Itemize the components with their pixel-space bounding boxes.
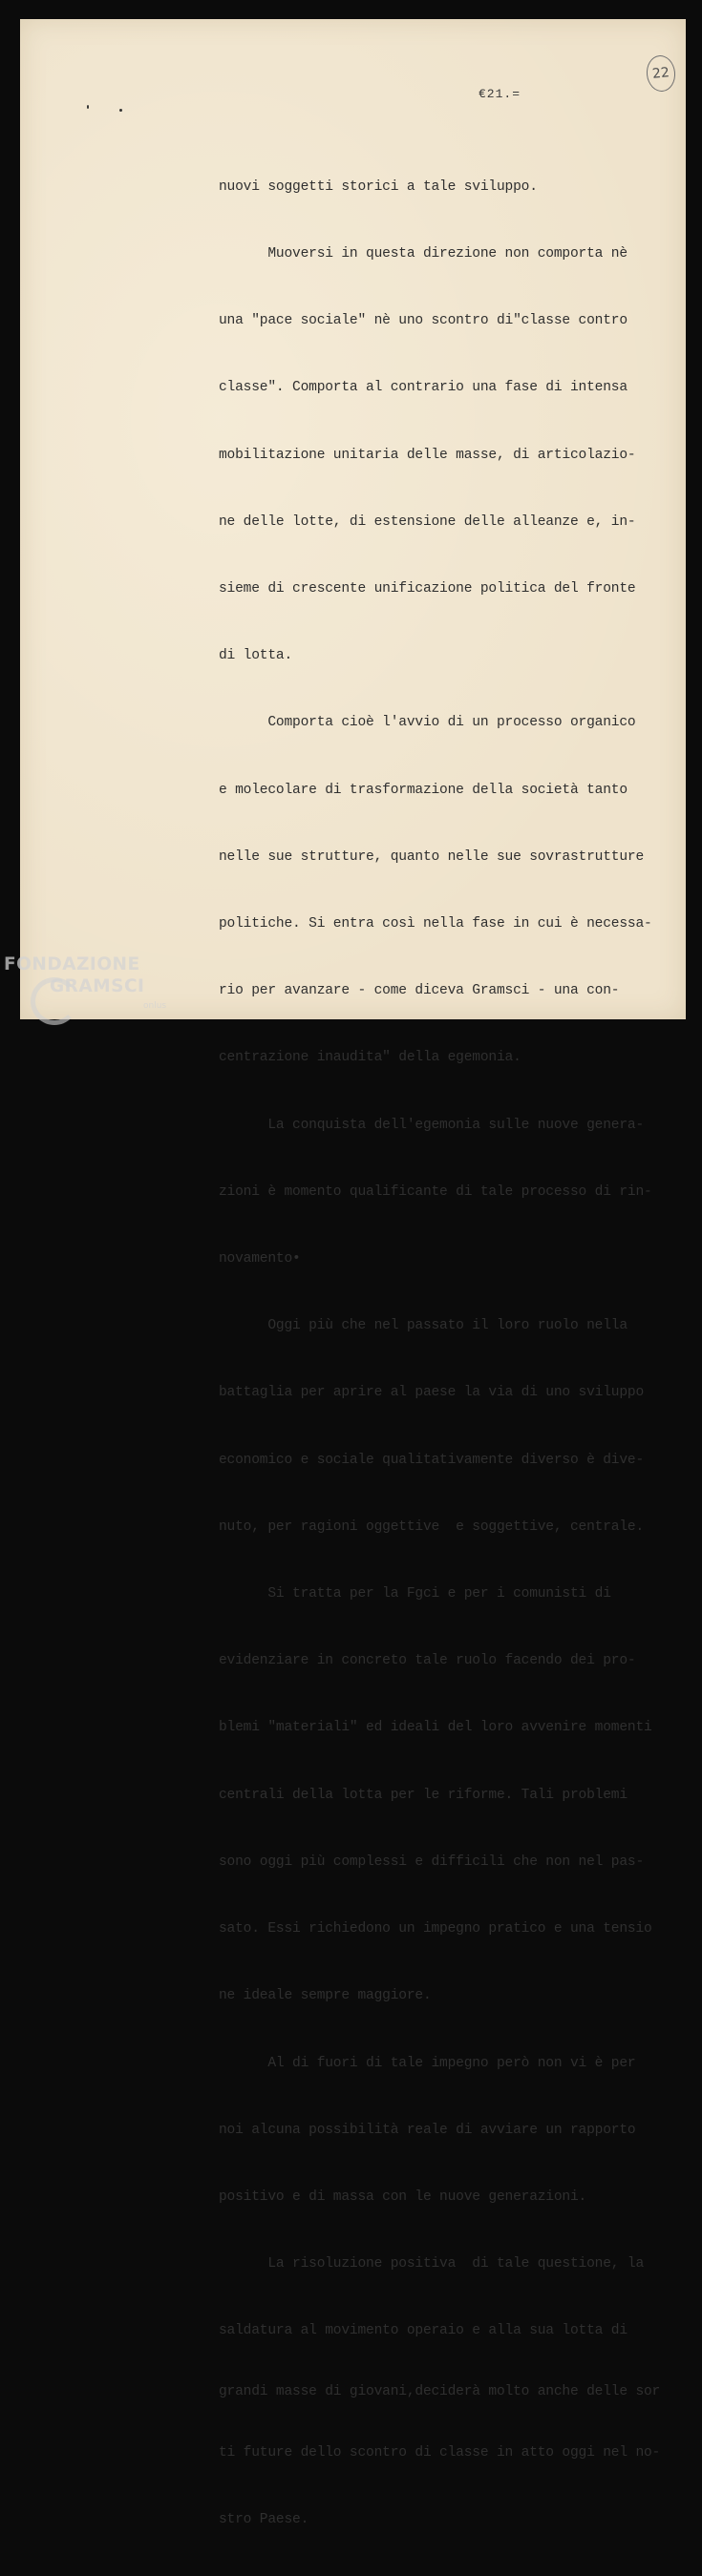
text-line: nelle sue strutture, quanto nelle sue sovrastrutture	[219, 848, 644, 865]
text-line: ne delle lotte, di estensione delle alleanze e, in-	[219, 513, 636, 530]
text-line: centrazione inaudita" della egemonia.	[219, 1050, 521, 1066]
text-line: La conquista dell'egemonia sulle nuove genera-	[219, 1117, 644, 1133]
text-line: ne ideale sempre maggiore.	[219, 1988, 432, 2004]
text-line: rio per avanzare - come diceva Gramsci - una con-	[219, 983, 620, 999]
text-line: centrali della lotta per le riforme. Tali problemi	[219, 1787, 628, 1803]
watermark-line1: FONDAZIONE	[4, 954, 140, 974]
text-line: battaglia per aprire al paese la via di uno sviluppo	[219, 1385, 644, 1401]
text-line: saldatura al movimento operaio e alla sua lotta di	[219, 2323, 628, 2339]
text-line: di lotta.	[219, 648, 293, 664]
text-line: mobilitazione unitaria delle masse, di articolazio-	[219, 447, 636, 463]
text-line: stro Paese.	[219, 2512, 309, 2528]
text-line: evidenziare in concreto tale ruolo facendo dei pro-	[219, 1653, 636, 1669]
text-line: classe". Comporta al contrario una fase di intensa	[219, 380, 628, 396]
text-line: noi alcuna possibilità reale di avviare un rapporto	[219, 2122, 636, 2138]
typewritten-body	[219, 132, 661, 2576]
text-line: sato. Essi richiedono un impegno pratico e una tensio	[219, 1921, 652, 1937]
text-line: Al di fuori di tale impegno però non vi è per	[219, 2055, 636, 2071]
text-line: Si tratta per la Fgci e per i comunisti di	[219, 1586, 611, 1602]
archive-number-handwritten: 22	[645, 54, 677, 94]
text-line: sono oggi più complessi e difficili che non nel pas-	[219, 1853, 644, 1870]
watermark-suffix: onlus	[143, 1001, 167, 1011]
text-line: grandi masse di giovani,deciderà molto anche delle sor	[219, 2384, 661, 2400]
text-line: economico e sociale qualitativamente diverso è dive-	[219, 1452, 644, 1468]
text-line: Oggi più che nel passato il loro ruolo nella	[219, 1318, 628, 1334]
text-line: sieme di crescente unificazione politica del fronte	[219, 581, 636, 597]
text-line: una "pace sociale" nè uno scontro di"classe contro	[219, 313, 628, 329]
text-line: blemi "materiali" ed ideali del loro avvenire momenti	[219, 1720, 652, 1736]
text-line: zioni è momento qualificante di tale processo di rin-	[219, 1183, 652, 1200]
ink-mark	[87, 105, 89, 109]
fondazione-gramsci-watermark	[4, 954, 176, 1029]
text-line: nuto, per ragioni oggettive e soggettive, centrale.	[219, 1518, 644, 1535]
text-line: La risoluzione positiva di tale questione, la	[219, 2256, 644, 2272]
document-page	[20, 19, 686, 2528]
text-line: ti future dello scontro di classe in atto oggi nel no-	[219, 2444, 661, 2461]
watermark-line2: GRAMSCI	[50, 976, 145, 996]
text-line: Muoversi in questa direzione non comporta nè	[219, 246, 628, 262]
page-number: €21.=	[479, 87, 521, 101]
text-line: politiche. Si entra così nella fase in cui è necessa-	[219, 916, 652, 932]
text-line: positivo e di massa con le nuove generazioni.	[219, 2189, 587, 2205]
text-line: e molecolare di trasformazione della società tanto	[219, 782, 628, 798]
text-line: novamento•	[219, 1251, 301, 1267]
text-line: Comporta cioè l'avvio di un processo organico	[219, 715, 636, 731]
ink-mark	[119, 109, 122, 112]
text-line: nuovi soggetti storici a tale sviluppo.	[219, 178, 538, 195]
